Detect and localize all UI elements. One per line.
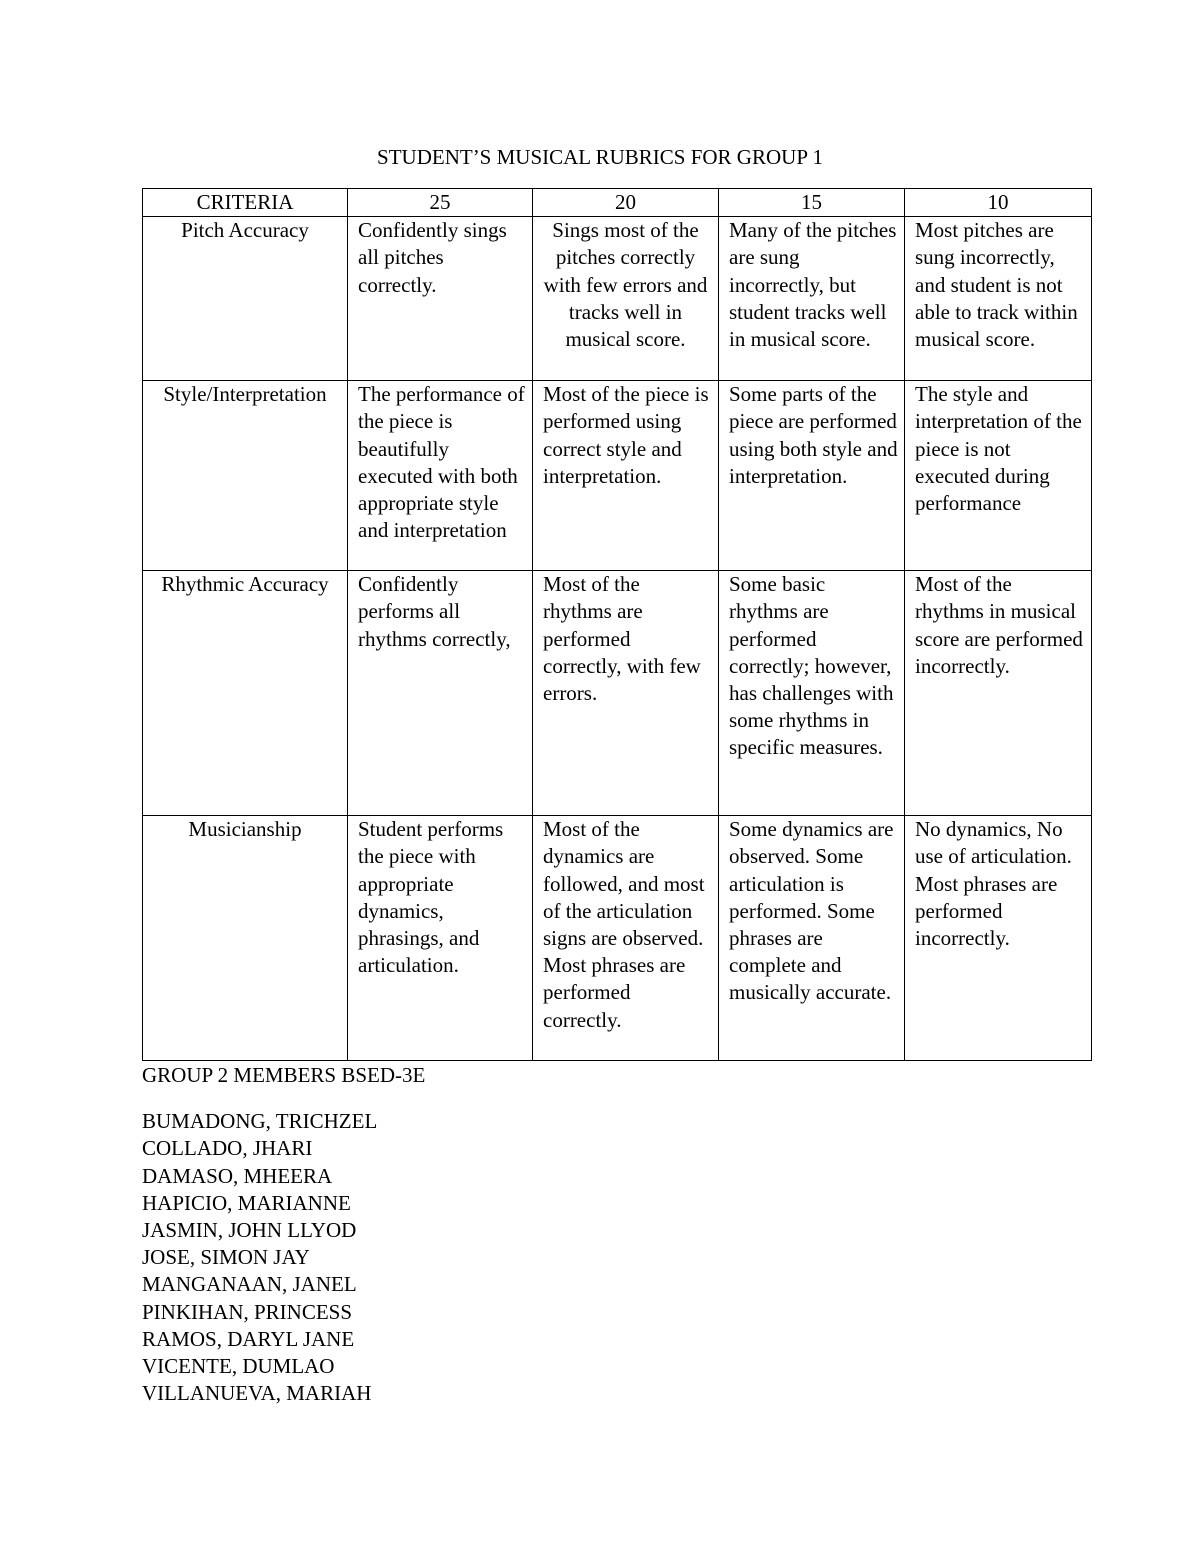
score-10-cell: No dynamics, No use of articulation. Most phrases are performed incorrectly.: [905, 816, 1092, 1061]
score-10-cell: Most pitches are sung incorrectly, and student is not able to track within musical score.: [905, 217, 1092, 381]
header-score-25: 25: [348, 189, 533, 217]
member-name: DAMASO, MHEERA: [142, 1163, 333, 1188]
score-10-cell: Most of the rhythms in musical score are performed incorrectly.: [905, 571, 1092, 816]
member-name: COLLADO, JHARI: [142, 1136, 313, 1161]
document-title: STUDENT’S MUSICAL RUBRICS FOR GROUP 1: [377, 145, 823, 169]
table-row: [143, 381, 1092, 571]
member-name: MANGANAAN, JANEL: [142, 1272, 357, 1297]
score-15-cell: Many of the pitches are sung incorrectly, but student tracks well in musical score.: [719, 217, 905, 381]
score-15-cell: Some parts of the piece are performed using both style and interpretation.: [719, 381, 905, 571]
header-criteria: CRITERIA: [143, 189, 348, 217]
rubric-table: [142, 188, 1092, 1061]
header-row: [143, 189, 1092, 217]
score-15-cell: Some dynamics are observed. Some articulation is performed. Some phrases are complete and musically accurate.: [719, 816, 905, 1061]
member-name: HAPICIO, MARIANNE: [142, 1190, 351, 1215]
score-25-cell: The performance of the piece is beautifully executed with both appropriate style and interpretation: [348, 381, 533, 571]
table-row: [143, 217, 1092, 381]
member-name: VILLANUEVA, MARIAH: [142, 1381, 372, 1406]
score-20-cell: Most of the dynamics are followed, and most of the articulation signs are observed. Most phrases are performed correctly.: [533, 816, 719, 1061]
criterion-cell: Style/Interpretation: [143, 381, 348, 571]
member-name: JASMIN, JOHN LLYOD: [142, 1218, 357, 1243]
score-20-cell: Sings most of the pitches correctly with few errors and tracks well in musical score.: [533, 217, 719, 381]
table-row: [143, 571, 1092, 816]
score-20-cell: Most of the piece is performed using correct style and interpretation.: [533, 381, 719, 571]
criterion-cell: Pitch Accuracy: [143, 217, 348, 381]
header-score-10: 10: [905, 189, 1092, 217]
score-25-cell: Confidently sings all pitches correctly.: [348, 217, 533, 381]
score-10-cell: The style and interpretation of the piece is not executed during performance: [905, 381, 1092, 571]
member-name: PINKIHAN, PRINCESS: [142, 1299, 353, 1324]
member-name: VICENTE, DUMLAO: [142, 1354, 335, 1379]
table-row: [143, 816, 1092, 1061]
score-25-cell: Student performs the piece with appropriate dynamics, phrasings, and articulation.: [348, 816, 533, 1061]
members-heading: GROUP 2 MEMBERS BSED-3E: [142, 1063, 426, 1087]
member-name: BUMADONG, TRICHZEL: [142, 1109, 378, 1134]
member-name: JOSE, SIMON JAY: [142, 1245, 310, 1270]
score-20-cell: Most of the rhythms are performed correctly, with few errors.: [533, 571, 719, 816]
criterion-cell: Musicianship: [143, 816, 348, 1061]
group-members-section: [142, 1062, 425, 1407]
header-score-20: 20: [533, 189, 719, 217]
score-25-cell: Confidently performs all rhythms correctly,: [348, 571, 533, 816]
header-score-15: 15: [719, 189, 905, 217]
member-name: RAMOS, DARYL JANE: [142, 1326, 355, 1351]
criterion-cell: Rhythmic Accuracy: [143, 571, 348, 816]
score-15-cell: Some basic rhythms are performed correctly; however, has challenges with some rhythms in specific measures.: [719, 571, 905, 816]
